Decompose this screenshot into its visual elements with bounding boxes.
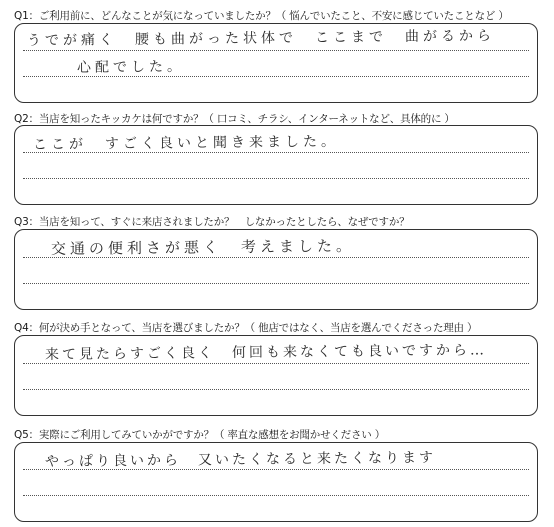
answer-line: [23, 389, 529, 390]
question-label-q1: Q1：ご利用前に、どんなことが気になっていましたか？（ 悩んでいたこと、不安に感じていたことなど ）: [14, 10, 509, 22]
question-label-q3: Q3：当店を知って、すぐに来店されましたか？ しなかったとしたら、なぜですか？: [14, 216, 410, 228]
answer-box-q4: [14, 335, 538, 416]
question-label-q5: Q5：実際にご利用してみていかがですか？（ 率直な感想をお聞かせください ）: [14, 429, 386, 441]
handwritten-answer-q1-line2: 心配でした。: [76, 58, 186, 76]
answer-box-q2: [14, 125, 538, 205]
answer-box-q3: [14, 229, 538, 310]
question-label-q2: Q2：当店を知ったキッカケは何ですか？（ 口コミ、チラシ、インターネットなど、具体的に ）: [14, 113, 455, 125]
answer-box-q5: [14, 442, 538, 522]
answer-line: [23, 283, 529, 284]
answer-line: [23, 50, 529, 51]
handwritten-answer-q1-line1: うでが痛く 腰も曲がった状体で ここまで 曲がるから: [26, 28, 496, 49]
handwritten-answer-q3: 交通の便利さが悪く 考えました。: [50, 236, 356, 258]
answer-box-q1: [14, 23, 538, 103]
answer-line: [23, 495, 529, 496]
handwritten-answer-q5: やっぱり良いから 又いたくなると来たくなります: [44, 449, 437, 470]
handwritten-answer-q2: ここが すごく良いと聞き来ました。: [32, 133, 340, 153]
question-label-q4: Q4：何が決め手となって、当店を選びましたか？（ 他店ではなく、当店を選んでくださった理由 ）: [14, 322, 478, 334]
answer-line: [23, 178, 529, 179]
handwritten-answer-q4: 来て見たらすごく良く 何回も来なくても良いですから…: [44, 342, 488, 363]
